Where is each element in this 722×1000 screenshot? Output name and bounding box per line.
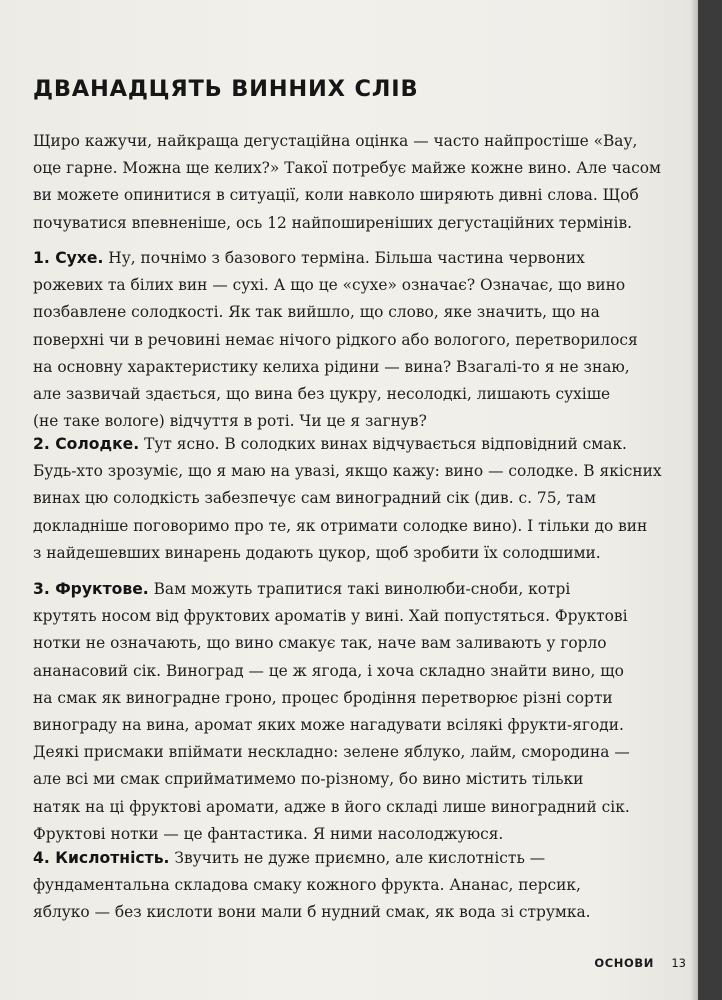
text-line: почуватися впевненіше, ось 12 найпоширеніших дегустаційних термінів.: [33, 213, 633, 232]
text-line: на смак як виноградне гроно, процес бродіння перетворює різні сорти: [33, 688, 613, 707]
footer-section-name: ОСНОВИ: [594, 956, 654, 970]
term-sweet-text: Тут ясно. В солодких винах відчувається відповідний смак.: [139, 435, 627, 453]
text-line: поверхні чи в речовині немає нічого рідкого або вологого, перетворилося: [33, 330, 638, 349]
text-line: позбавлене солодкості. Як так вийшло, що слово, яке значить, що на: [33, 303, 600, 322]
term-fruity-heading: 3. Фруктове.: [33, 580, 149, 598]
text-line: ананасовий сік. Виноград — це ж ягода, і хоча складно знайти вино, що: [33, 661, 624, 680]
text-line: Будь-хто зрозуміє, що я маю на увазі, якщо кажу: вино — солодке. В якісних: [33, 462, 662, 481]
text-line: ви можете опинитися в ситуації, коли навколо ширяють дивні слова. Щоб: [33, 186, 639, 205]
term-dry-text: Ну, почнімо з базового терміна. Більша частина червоних: [103, 249, 585, 267]
text-line: натяк на ці фруктові аромати, адже в його складі лише виноградний сік.: [33, 797, 630, 816]
term-sweet-heading: 2. Солодке.: [33, 435, 140, 453]
term-acidity-heading: 4. Кислотність.: [33, 849, 170, 867]
term-acidity-paragraph: [33, 845, 681, 927]
text-line: (не таке вологе) відчуття в роті. Чи це я загнув?: [33, 412, 427, 431]
text-line: але всі ми смак сприйматимемо по-різному, бо вино містить тільки: [33, 770, 584, 789]
text-line: [33, 431, 681, 458]
text-line: на основну характеристику келиха рідини — вина? Взагалі-то я не знаю,: [33, 357, 630, 376]
text-line: з найдешевших винарень додають цукор, щоб зробити їх солодшими.: [33, 543, 601, 562]
page-edge-shadow: [690, 0, 698, 1000]
page-footer: [0, 956, 690, 976]
text-line: Деякі присмаки впіймати нескладно: зелене яблуко, лайм, смородина —: [33, 743, 630, 762]
text-line: винограду на вина, аромат яких може нагадувати всілякі фрукти-ягоди.: [33, 716, 624, 735]
text-line: [33, 245, 681, 272]
text-line: Щиро кажучи, найкраща дегустаційна оцінка — часто найпростіше «Вау,: [33, 132, 638, 150]
text-line: крутять носом від фруктових ароматів у вині. Хай попустяться. Фруктові: [33, 607, 628, 626]
text-line: винах цю солодкість забезпечує сам виноградний сік (див. с. 75, там: [33, 489, 596, 508]
text-line: оце гарне. Можна ще келих?» Такої потребує майже кожне вино. Але часом: [33, 159, 661, 178]
text-line: фундаментальна складова смаку кожного фрукта. Ананас, персик,: [33, 876, 581, 895]
text-line: докладніше поговоримо про те, як отримати солодке вино). І тільки до вин: [33, 516, 648, 535]
term-acidity-text: Звучить не дуже приємно, але кислотність —: [169, 849, 546, 867]
intro-paragraph: [33, 128, 681, 237]
text-line: Фруктові нотки — це фантастика. Я ними насолоджуюся.: [33, 824, 504, 843]
text-line: [33, 845, 681, 872]
term-dry-paragraph: [33, 245, 681, 435]
text-line: але зазвичай здається, що вина без цукру, несолодкі, лишають сухіше: [33, 385, 611, 404]
text-line: нотки не означають, що вино смакує так, наче вам заливають у горло: [33, 634, 607, 653]
text-line: рожевих та білих вин — сухі. А що це «сухе» означає? Означає, що вино: [33, 276, 626, 295]
text-line: [33, 576, 681, 603]
page-number: 13: [671, 956, 686, 970]
term-dry-heading: 1. Сухе.: [33, 249, 104, 267]
term-fruity-paragraph: [33, 576, 681, 848]
term-fruity-text: Вам можуть трапитися такі винолюби-сноби, котрі: [148, 580, 571, 598]
page-heading: ДВАНАДЦЯТЬ ВИННИХ СЛІВ: [33, 76, 419, 102]
text-line: яблуко — без кислоти вони мали б нудний смак, як вода зі струмка.: [33, 903, 591, 922]
term-sweet-paragraph: [33, 431, 681, 567]
